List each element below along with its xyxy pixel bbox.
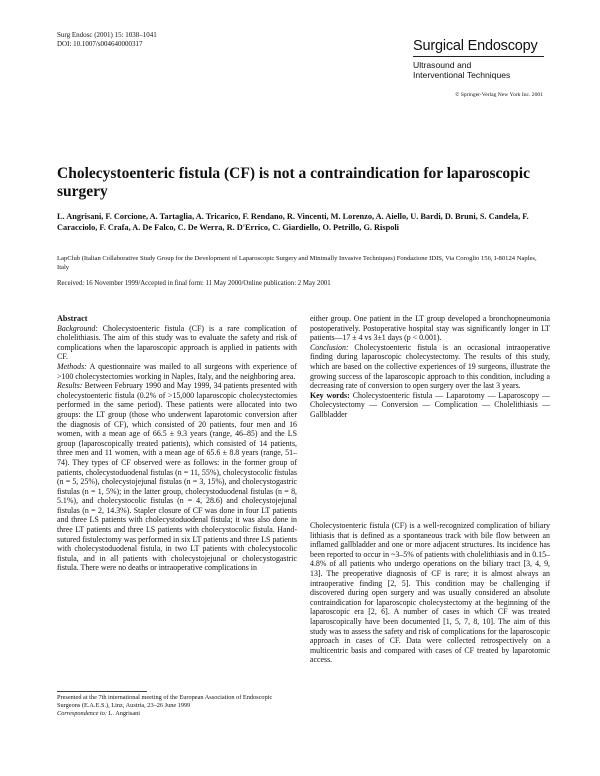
methods-text: A questionnaire was mailed to all surgeons with experience of >100 cholecystectomies working in Naples, Italy, and the neighboring area. bbox=[57, 361, 297, 381]
keywords-label: Key words: bbox=[310, 390, 350, 400]
article-title: Cholecystoenteric fistula (CF) is not a contraindication for laparoscopic surgery bbox=[57, 165, 530, 200]
introduction-text bbox=[310, 521, 550, 665]
citation bbox=[57, 31, 157, 49]
abstract-background bbox=[57, 324, 297, 362]
doi-line: DOI: 10.1007/s004640000317 bbox=[57, 40, 143, 48]
author-list: L. Angrisani, F. Corcione, A. Tartaglia, A. Tricarico, F. Rendano, R. Vincenti, M. Lorenzo, A. Aiello, U. Bardi, D. Bruni, S. Candela, F. Caracciolo, F. Crafa, A. De Falco, C. De Werra, R. D'Errico, C. Giardiello, O. Petrillo, G. Rispoli bbox=[57, 212, 529, 232]
copyright-notice: © Springer-Verlag New York Inc. 2001 bbox=[455, 92, 543, 98]
methods-label: Methods: bbox=[57, 361, 87, 371]
abstract-methods bbox=[57, 362, 297, 381]
conclusion-label: Conclusion: bbox=[310, 342, 349, 352]
affiliation: LapClub (Italian Collaborative Study Group for the Development of Laparoscopic Surgery and Minimally Invasive Techniques) Fondazione IDIS, Via Coroglio 156, I-80124 Naples, Italy bbox=[57, 255, 537, 271]
journal-name: Surgical Endoscopy bbox=[413, 38, 538, 54]
conclusion-text: Cholecystoenteric fistula is an occasional intraoperative finding during laparoscopic cholecystectomy. The results of this study, which are based on the collective experiences of 19 surgeons, illustrate the growing success of the laparoscopic approach to this condition, including a decreasing rate of conversion to open surgery over the last 3 years. bbox=[310, 342, 550, 391]
masthead-rule bbox=[413, 56, 544, 57]
abstract-left-column bbox=[57, 314, 297, 573]
correspondence-note bbox=[57, 710, 297, 718]
received-dates: Received: 16 November 1999/Accepted in final form: 11 May 2000/Online publication: 2 May 2001 bbox=[57, 280, 331, 287]
abstract-heading: Abstract bbox=[57, 314, 88, 323]
presented-note: Presented at the 7th international meeting of the European Association of Endoscopic Surgeons (E.A.E.S.), Linz, Austria, 23–26 June 1999 bbox=[57, 694, 273, 710]
results-label: Results: bbox=[57, 381, 83, 391]
abstract-conclusion bbox=[310, 343, 550, 391]
abstract-right-column bbox=[310, 314, 550, 420]
keywords-text: Cholecystoenteric fistula — Laparotomy — Laparoscopy — Cholecystectomy — Conversion — Complication — Cholelithiasis — Gallbladder bbox=[310, 390, 550, 419]
journal-subtitle-1: Ultrasound and bbox=[413, 60, 472, 70]
abstract-results bbox=[57, 381, 297, 573]
results-text: Between February 1990 and May 1999, 34 patients presented with cholecystoenteric fistula (0.2% of >15,000 laparoscopic cholecystectomies performed in the same period). These patients were allocated into two groups: the LT group (those who underwent laparotomic conversion after the diagnosis of CF), which consisted of 20 patients, four men and 16 women, with a mean age of 66.5 ± 9.3 years (range, 46–85) and the LS group (laparoscopically treated patients), which consisted of 14 patients, three men and 11 women, with a mean age of 65.6 ± 8.8 years (range, 51–74). They types of CF observed were as follows: in the former group of patients, cholecystoduodenal fistulas (n = 11, 55%), cholecystocolic fistulas (n = 5, 25%), cholecystojejunal fistulas (n = 3, 15%), and cholecystogastric fistulas (n = 1, 5%); in the latter group, cholecystoduodenal fistulas (n = 8, 5.1%), and cholecystocolic fistulas (n = 4, 28.6) and cholecystojejunal fistulas (n = 2, 14.3%). Stapler closure of CF was done in four LT patients and three LS patients with cholecystoduodenal fistula; it was also done in three LT patients and three LS patients with cholecystocolic fistula. Hand-sutured fistulectomy was performed in six LT patients and three LS patients with cholecystoduodenal fistula, in two LT patients with cholecystocolic fistula, and in all patients with cholecystojejunal or cholecystogastric fistula. There were no deaths or intraoperative complications in bbox=[57, 381, 297, 573]
introduction-paragraph: Cholecystoenteric fistula (CF) is a well-recognized complication of biliary lithiasis that is defined as a spontaneous track with bile flow between an inflamed gallbladder and one or more adjacent structures. Its incidence has been reported to occur in ~3–5% of patients with cholelithiasis and in 0.15–4.8% of all patients who undergo operations on the biliary tract [3, 4, 9, 13]. The preoperative diagnosis of CF is rare; it is almost always an intraoperative finding [2, 5]. This condition may be challenging if discovered during open surgery and was usually considered an absolute contraindication for laparoscopic cholecystectomy at the beginning of the laparoscopic era [2, 6]. A number of cases in which CF was treated laparoscopically have been documented [1, 5, 7, 8, 10]. The aim of this study was to assess the safety and risk of complications for the laparoscopic approach in cases of CF. Data were collected retrospectively on a multicentric basis and compared with cases of CF treated by laparotomic access. bbox=[310, 521, 550, 665]
background-label: Background: bbox=[57, 323, 98, 333]
correspondence-label: Correspondence to: bbox=[57, 710, 107, 718]
abstract-results-continued: either group. One patient in the LT group developed a bronchopneumonia postoperatively. Postoperative hospital stay was significantly longer in LT patients—17 ± 4 vs 3±1 days (p < 0.001). bbox=[310, 314, 550, 343]
background-text: Cholecystoenteric fistula (CF) is a rare complication of cholelithiasis. The aim of this study was to evaluate the safety and risk of complications when the laparoscopic approach is applied in patients with CF. bbox=[57, 323, 297, 362]
footnotes bbox=[57, 694, 297, 719]
correspondence-name: L. Angrisani bbox=[108, 710, 141, 718]
journal-subtitle-2: Interventional Techniques bbox=[413, 70, 511, 80]
citation-line: Surg Endosc (2001) 15: 1038–1041 bbox=[57, 31, 157, 39]
footnote-rule bbox=[57, 691, 147, 692]
keywords bbox=[310, 391, 550, 420]
journal-masthead bbox=[413, 38, 544, 80]
